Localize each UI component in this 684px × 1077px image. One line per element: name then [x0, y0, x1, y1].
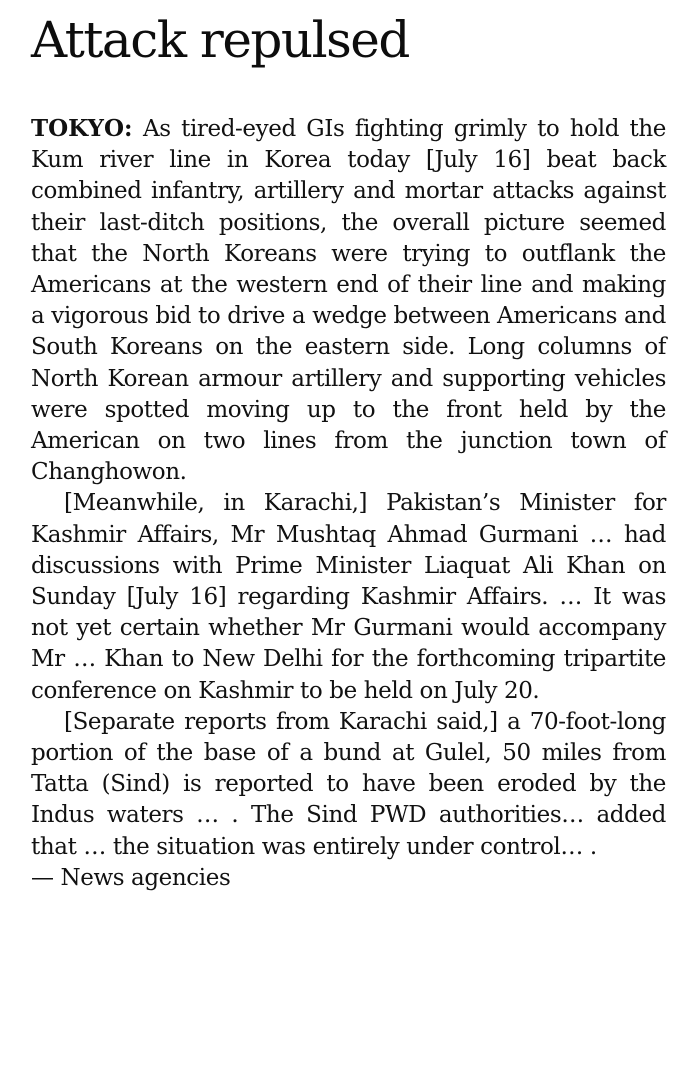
dateline: TOKYO:	[31, 115, 133, 142]
article-credit: — News agencies	[31, 864, 231, 891]
paragraph-1-text: As tired-eyed GIs fighting grimly to hold the Kum river line in Korea today [July 16] beat back combined infantry, artillery and mortar attacks against their last-ditch positions, the overall picture seemed that the North Koreans were trying to outflank the Americans at the western end of their line and making a vigorous bid to drive a wedge between Americans and South Koreans on the eastern side. Long columns of North Korean armour artillery and supporting vehicles were spotted moving up to the front held by the American on two lines from the junction town of Changhowon.	[31, 116, 666, 486]
article-paragraph-2: [Meanwhile, in Karachi,] Pakistan’s Minister for Kashmir Affairs, Mr Mushtaq Ahmad Gurmani … had discussions with Prime Minister Liaquat Ali Khan on Sunday [July 16] regarding Kashmir Affairs. … It was not yet certain whether Mr Gurmani would accompany Mr … Khan to New Delhi for the forthcoming tripartite conference on Kashmir to be held on July 20.	[31, 490, 666, 704]
article-body	[31, 113, 666, 894]
article-paragraph-1	[31, 113, 666, 488]
article-headline: Attack repulsed	[31, 11, 409, 69]
article-paragraph-3: [Separate reports from Karachi said,] a 70-foot-long portion of the base of a bund at Gulel, 50 miles from Tatta (Sind) is reported to have been eroded by the Indus waters … . The Sind PWD authorities… added that … the situation was entirely under control… .	[31, 708, 666, 860]
